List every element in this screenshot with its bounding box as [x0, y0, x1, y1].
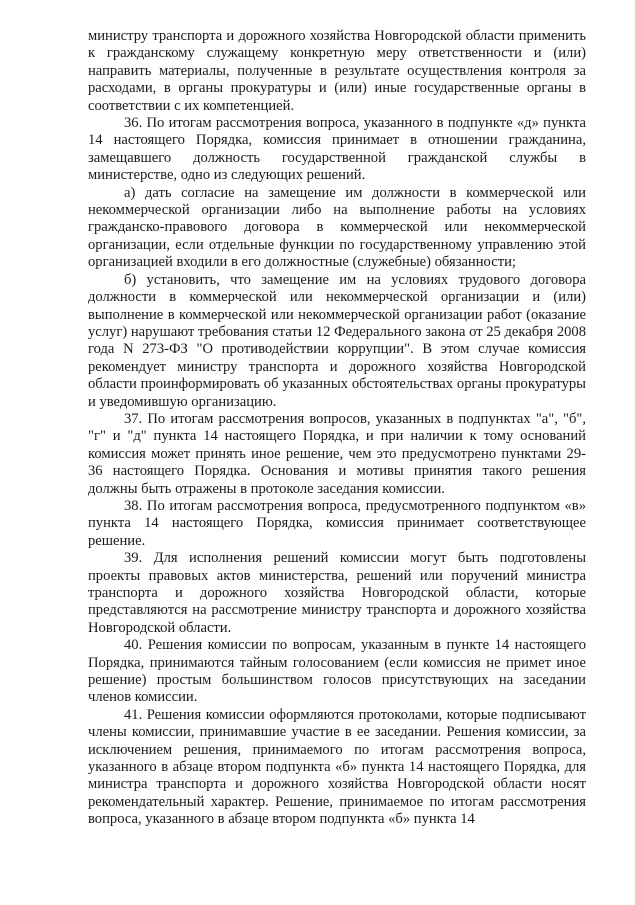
paragraph-37: 37. По итогам рассмотрения вопросов, указанных в подпунктах "а", "б", "г" и "д" пункта 14 настоящего Порядка, и при наличии к тому оснований комиссия может принять иное решение, чем это предусмотрено пунктами 29-36 настоящего Порядка. Основания и мотивы принятия такого решения должны быть отражены в протоколе заседания комиссии. [88, 410, 586, 497]
paragraph-39: 39. Для исполнения решений комиссии могут быть подготовлены проекты правовых актов министерства, решений или поручений министра транспорта и дорожного хозяйства Новгородской области, которые представляются на рассмотрение министру транспорта и дорожного хозяйства Новгородской области. [88, 550, 586, 636]
paragraph-36-b: б) установить, что замещение им на условиях трудового договора должности в коммерческой или некоммерческой организации и (или) выполнение в коммерческой или некоммерческой организации работ (оказание услуг) нарушают требования статьи 12 Федерального закона от 25 декабря 2008 года N 273-ФЗ "О противодействии коррупции". В этом случае комиссия рекомендует министру транспорта и дорожного хозяйства Новгородской области проинформировать об указанных обстоятельствах органы прокуратуры и уведомившую организацию. [88, 271, 587, 410]
paragraph-38: 38. По итогам рассмотрения вопроса, предусмотренного подпунктом «в» пункта 14 настоящего Порядка, комиссия принимает соответствующее решение. [88, 497, 586, 549]
paragraph-40: 40. Решения комиссии по вопросам, указанным в пункте 14 настоящего Порядка, принимаются тайным голосованием (если комиссия не примет иное решение) простым большинством голосов присутствующих на заседании членов комиссии. [88, 637, 586, 706]
paragraph-36-a: а) дать согласие на замещение им должности в коммерческой или некоммерческой организации либо на выполнение работы на условиях гражданско-правового договора в коммерческой или некоммерческой организации, если отдельные функции по государственному управлению этой организацией входили в его должностные (служебные) обязанности; [88, 184, 586, 271]
paragraph-36: 36. По итогам рассмотрения вопроса, указанного в подпункте «д» пункта 14 настоящего Порядка, комиссия принимает в отношении гражданина, замещавшего должность государственной гражданской службы в министерстве, одно из следующих решений. [88, 115, 586, 184]
paragraph-continuation: министру транспорта и дорожного хозяйства Новгородской области применить к гражданскому служащему конкретную меру ответственности и (или) направить материалы, полученные в результате осуществления контроля за расходами, в органы прокуратуры и (или) иные государственные органы в соответствии с их компетенцией. [88, 28, 586, 114]
paragraph-41: 41. Решения комиссии оформляются протоколами, которые подписывают члены комиссии, принимавшие участие в ее заседании. Решения комиссии, за исключением решения, принимаемого по итогам рассмотрения вопроса, указанного в абзаце втором подпункта «б» пункта 14 настоящего Порядка, для министра транспорта и дорожного хозяйства Новгородской области носят рекомендательный характер. Решение, принимаемое по итогам рассмотрения вопроса, указанного в абзаце втором подпункта «б» пункта 14 [88, 706, 586, 828]
document-page [88, 28, 586, 829]
